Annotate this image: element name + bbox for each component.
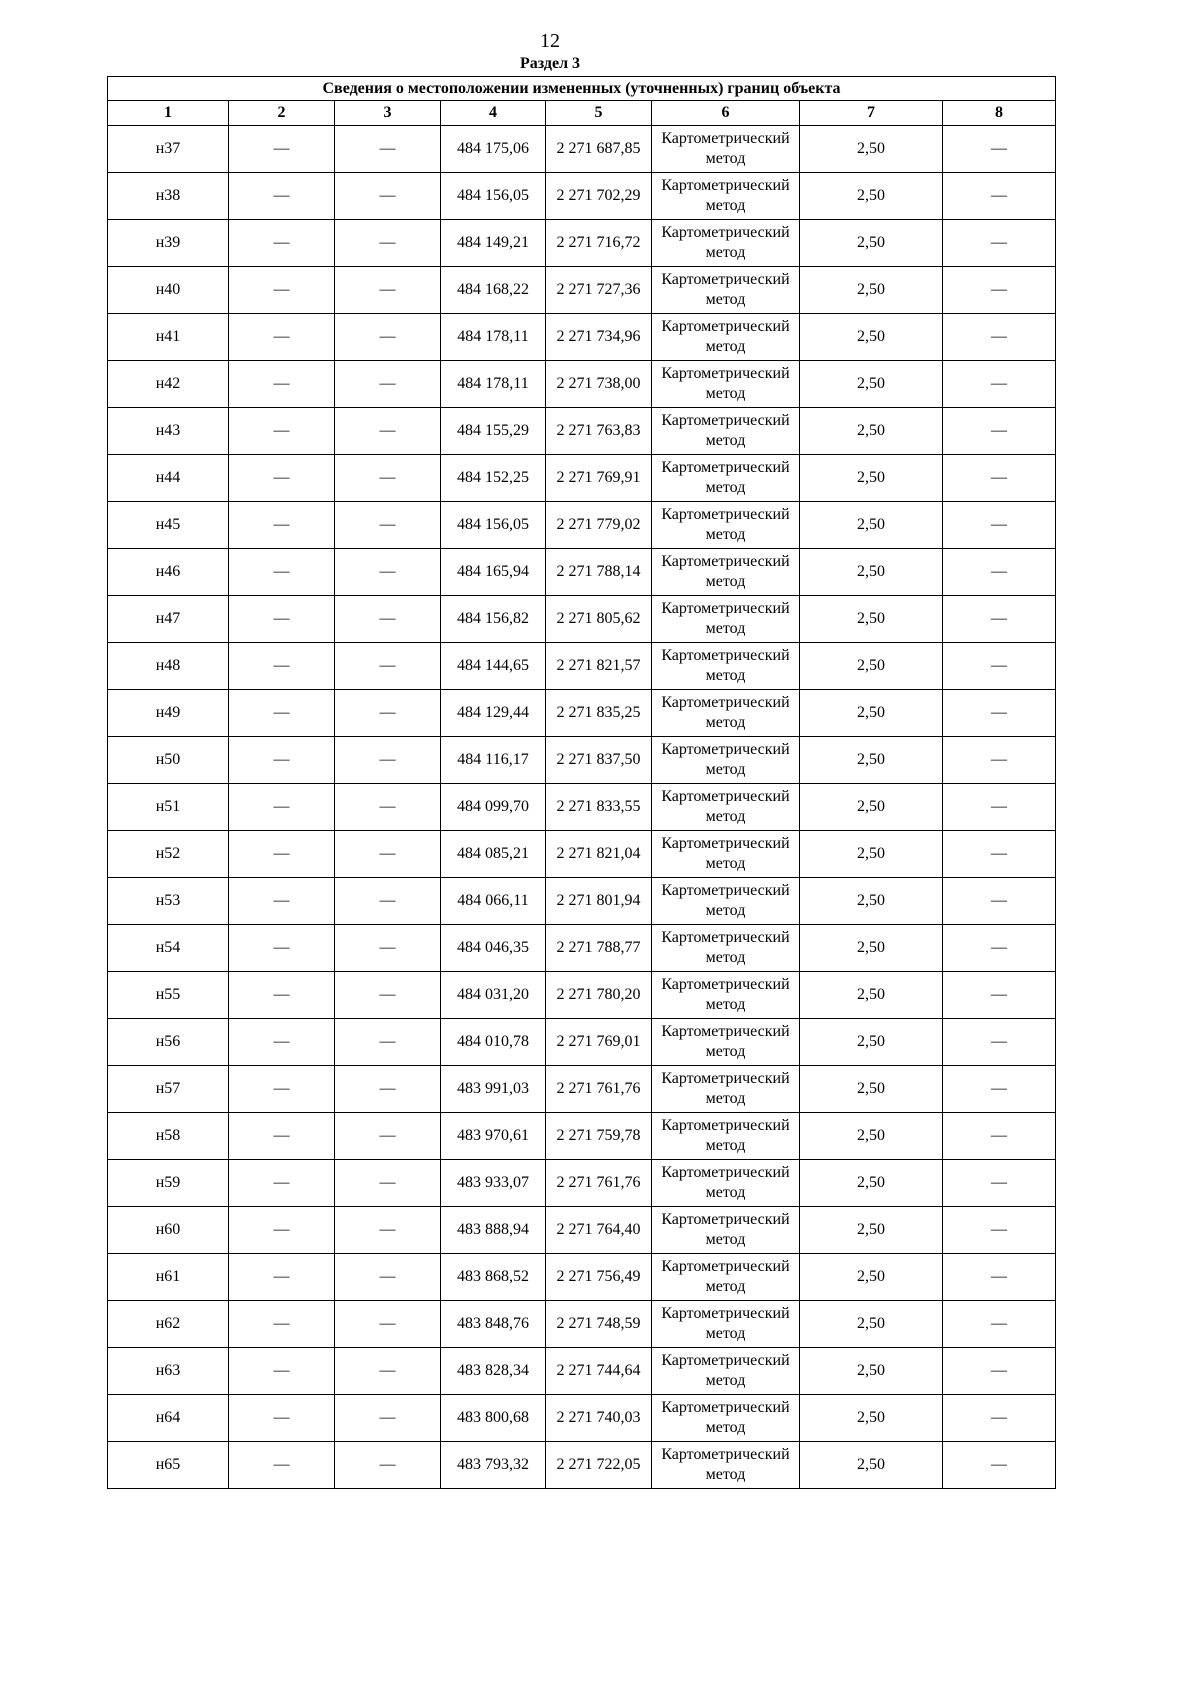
point-cell: н47 bbox=[108, 596, 229, 643]
x-coordinate-cell: 484 031,20 bbox=[441, 972, 546, 1019]
point-cell: н62 bbox=[108, 1301, 229, 1348]
table-caption: Сведения о местоположении измененных (уточненных) границ объекта bbox=[108, 77, 1056, 101]
method-cell: Картометрический метод bbox=[652, 1066, 800, 1113]
column-3-cell: — bbox=[335, 784, 441, 831]
column-8-cell: — bbox=[943, 1207, 1056, 1254]
table-row bbox=[108, 784, 1056, 831]
accuracy-cell: 2,50 bbox=[800, 1019, 943, 1066]
y-coordinate-cell: 2 271 759,78 bbox=[546, 1113, 652, 1160]
point-cell: н42 bbox=[108, 361, 229, 408]
column-number: 4 bbox=[441, 101, 546, 126]
point-cell: н54 bbox=[108, 925, 229, 972]
column-2-cell: — bbox=[229, 549, 335, 596]
table-row bbox=[108, 1066, 1056, 1113]
method-cell: Картометрический метод bbox=[652, 1348, 800, 1395]
x-coordinate-cell: 483 991,03 bbox=[441, 1066, 546, 1113]
method-cell: Картометрический метод bbox=[652, 1207, 800, 1254]
column-2-cell: — bbox=[229, 1066, 335, 1113]
x-coordinate-cell: 483 828,34 bbox=[441, 1348, 546, 1395]
column-8-cell: — bbox=[943, 361, 1056, 408]
x-coordinate-cell: 484 156,05 bbox=[441, 173, 546, 220]
x-coordinate-cell: 484 085,21 bbox=[441, 831, 546, 878]
column-8-cell: — bbox=[943, 925, 1056, 972]
point-cell: н63 bbox=[108, 1348, 229, 1395]
x-coordinate-cell: 484 156,05 bbox=[441, 502, 546, 549]
x-coordinate-cell: 484 168,22 bbox=[441, 267, 546, 314]
y-coordinate-cell: 2 271 801,94 bbox=[546, 878, 652, 925]
column-2-cell: — bbox=[229, 361, 335, 408]
y-coordinate-cell: 2 271 763,83 bbox=[546, 408, 652, 455]
accuracy-cell: 2,50 bbox=[800, 1254, 943, 1301]
x-coordinate-cell: 484 046,35 bbox=[441, 925, 546, 972]
column-8-cell: — bbox=[943, 831, 1056, 878]
y-coordinate-cell: 2 271 833,55 bbox=[546, 784, 652, 831]
y-coordinate-cell: 2 271 764,40 bbox=[546, 1207, 652, 1254]
column-number: 6 bbox=[652, 101, 800, 126]
column-number: 8 bbox=[943, 101, 1056, 126]
point-cell: н64 bbox=[108, 1395, 229, 1442]
column-8-cell: — bbox=[943, 1254, 1056, 1301]
y-coordinate-cell: 2 271 788,14 bbox=[546, 549, 652, 596]
table-row bbox=[108, 549, 1056, 596]
column-2-cell: — bbox=[229, 878, 335, 925]
column-8-cell: — bbox=[943, 173, 1056, 220]
column-3-cell: — bbox=[335, 925, 441, 972]
method-cell: Картометрический метод bbox=[652, 1113, 800, 1160]
accuracy-cell: 2,50 bbox=[800, 314, 943, 361]
y-coordinate-cell: 2 271 727,36 bbox=[546, 267, 652, 314]
point-cell: н43 bbox=[108, 408, 229, 455]
table-row bbox=[108, 455, 1056, 502]
x-coordinate-cell: 483 868,52 bbox=[441, 1254, 546, 1301]
y-coordinate-cell: 2 271 756,49 bbox=[546, 1254, 652, 1301]
method-cell: Картометрический метод bbox=[652, 361, 800, 408]
method-cell: Картометрический метод bbox=[652, 596, 800, 643]
column-3-cell: — bbox=[335, 643, 441, 690]
column-8-cell: — bbox=[943, 1160, 1056, 1207]
column-2-cell: — bbox=[229, 925, 335, 972]
accuracy-cell: 2,50 bbox=[800, 267, 943, 314]
y-coordinate-cell: 2 271 769,91 bbox=[546, 455, 652, 502]
accuracy-cell: 2,50 bbox=[800, 1207, 943, 1254]
point-cell: н49 bbox=[108, 690, 229, 737]
column-2-cell: — bbox=[229, 643, 335, 690]
column-2-cell: — bbox=[229, 1254, 335, 1301]
point-cell: н44 bbox=[108, 455, 229, 502]
column-8-cell: — bbox=[943, 878, 1056, 925]
x-coordinate-cell: 484 010,78 bbox=[441, 1019, 546, 1066]
column-3-cell: — bbox=[335, 1066, 441, 1113]
point-cell: н50 bbox=[108, 737, 229, 784]
column-2-cell: — bbox=[229, 1301, 335, 1348]
y-coordinate-cell: 2 271 780,20 bbox=[546, 972, 652, 1019]
table-row bbox=[108, 1160, 1056, 1207]
column-2-cell: — bbox=[229, 972, 335, 1019]
y-coordinate-cell: 2 271 837,50 bbox=[546, 737, 652, 784]
table-row bbox=[108, 1442, 1056, 1489]
accuracy-cell: 2,50 bbox=[800, 972, 943, 1019]
point-cell: н41 bbox=[108, 314, 229, 361]
column-3-cell: — bbox=[335, 1113, 441, 1160]
table-row bbox=[108, 596, 1056, 643]
accuracy-cell: 2,50 bbox=[800, 1301, 943, 1348]
column-8-cell: — bbox=[943, 1395, 1056, 1442]
table-row bbox=[108, 1395, 1056, 1442]
method-cell: Картометрический метод bbox=[652, 455, 800, 502]
accuracy-cell: 2,50 bbox=[800, 643, 943, 690]
accuracy-cell: 2,50 bbox=[800, 925, 943, 972]
point-cell: н61 bbox=[108, 1254, 229, 1301]
table-row bbox=[108, 878, 1056, 925]
x-coordinate-cell: 484 129,44 bbox=[441, 690, 546, 737]
x-coordinate-cell: 484 156,82 bbox=[441, 596, 546, 643]
y-coordinate-cell: 2 271 722,05 bbox=[546, 1442, 652, 1489]
accuracy-cell: 2,50 bbox=[800, 1395, 943, 1442]
point-cell: н37 bbox=[108, 126, 229, 173]
table-row bbox=[108, 1113, 1056, 1160]
column-2-cell: — bbox=[229, 1395, 335, 1442]
method-cell: Картометрический метод bbox=[652, 1301, 800, 1348]
column-8-cell: — bbox=[943, 1442, 1056, 1489]
y-coordinate-cell: 2 271 748,59 bbox=[546, 1301, 652, 1348]
point-cell: н55 bbox=[108, 972, 229, 1019]
x-coordinate-cell: 483 888,94 bbox=[441, 1207, 546, 1254]
table-row bbox=[108, 1348, 1056, 1395]
column-8-cell: — bbox=[943, 784, 1056, 831]
column-2-cell: — bbox=[229, 1160, 335, 1207]
accuracy-cell: 2,50 bbox=[800, 831, 943, 878]
column-8-cell: — bbox=[943, 220, 1056, 267]
accuracy-cell: 2,50 bbox=[800, 1066, 943, 1113]
y-coordinate-cell: 2 271 779,02 bbox=[546, 502, 652, 549]
accuracy-cell: 2,50 bbox=[800, 173, 943, 220]
column-3-cell: — bbox=[335, 361, 441, 408]
point-cell: н53 bbox=[108, 878, 229, 925]
x-coordinate-cell: 483 848,76 bbox=[441, 1301, 546, 1348]
column-3-cell: — bbox=[335, 267, 441, 314]
method-cell: Картометрический метод bbox=[652, 784, 800, 831]
method-cell: Картометрический метод bbox=[652, 267, 800, 314]
point-cell: н58 bbox=[108, 1113, 229, 1160]
point-cell: н38 bbox=[108, 173, 229, 220]
y-coordinate-cell: 2 271 788,77 bbox=[546, 925, 652, 972]
y-coordinate-cell: 2 271 744,64 bbox=[546, 1348, 652, 1395]
method-cell: Картометрический метод bbox=[652, 1019, 800, 1066]
method-cell: Картометрический метод bbox=[652, 408, 800, 455]
column-3-cell: — bbox=[335, 1160, 441, 1207]
x-coordinate-cell: 484 178,11 bbox=[441, 314, 546, 361]
method-cell: Картометрический метод bbox=[652, 643, 800, 690]
column-3-cell: — bbox=[335, 1348, 441, 1395]
column-2-cell: — bbox=[229, 408, 335, 455]
column-number: 2 bbox=[229, 101, 335, 126]
x-coordinate-cell: 484 116,17 bbox=[441, 737, 546, 784]
table-row bbox=[108, 126, 1056, 173]
table-row bbox=[108, 972, 1056, 1019]
column-3-cell: — bbox=[335, 1207, 441, 1254]
column-8-cell: — bbox=[943, 267, 1056, 314]
x-coordinate-cell: 484 155,29 bbox=[441, 408, 546, 455]
y-coordinate-cell: 2 271 734,96 bbox=[546, 314, 652, 361]
table-row bbox=[108, 1207, 1056, 1254]
column-8-cell: — bbox=[943, 972, 1056, 1019]
point-cell: н57 bbox=[108, 1066, 229, 1113]
column-3-cell: — bbox=[335, 408, 441, 455]
y-coordinate-cell: 2 271 805,62 bbox=[546, 596, 652, 643]
table-row bbox=[108, 690, 1056, 737]
column-8-cell: — bbox=[943, 314, 1056, 361]
point-cell: н45 bbox=[108, 502, 229, 549]
table-row bbox=[108, 173, 1056, 220]
x-coordinate-cell: 483 970,61 bbox=[441, 1113, 546, 1160]
x-coordinate-cell: 484 175,06 bbox=[441, 126, 546, 173]
method-cell: Картометрический метод bbox=[652, 972, 800, 1019]
column-8-cell: — bbox=[943, 502, 1056, 549]
column-3-cell: — bbox=[335, 831, 441, 878]
section-title: Раздел 3 bbox=[519, 55, 581, 72]
column-2-cell: — bbox=[229, 831, 335, 878]
y-coordinate-cell: 2 271 740,03 bbox=[546, 1395, 652, 1442]
column-number: 1 bbox=[108, 101, 229, 126]
column-2-cell: — bbox=[229, 267, 335, 314]
column-3-cell: — bbox=[335, 878, 441, 925]
boundary-coordinates-table bbox=[107, 76, 1056, 1489]
x-coordinate-cell: 483 933,07 bbox=[441, 1160, 546, 1207]
method-cell: Картометрический метод bbox=[652, 690, 800, 737]
column-2-cell: — bbox=[229, 220, 335, 267]
column-3-cell: — bbox=[335, 737, 441, 784]
column-2-cell: — bbox=[229, 1019, 335, 1066]
x-coordinate-cell: 484 099,70 bbox=[441, 784, 546, 831]
y-coordinate-cell: 2 271 821,04 bbox=[546, 831, 652, 878]
point-cell: н48 bbox=[108, 643, 229, 690]
method-cell: Картометрический метод bbox=[652, 925, 800, 972]
table-row bbox=[108, 267, 1056, 314]
x-coordinate-cell: 484 149,21 bbox=[441, 220, 546, 267]
column-8-cell: — bbox=[943, 643, 1056, 690]
column-2-cell: — bbox=[229, 1442, 335, 1489]
column-number: 7 bbox=[800, 101, 943, 126]
x-coordinate-cell: 484 152,25 bbox=[441, 455, 546, 502]
accuracy-cell: 2,50 bbox=[800, 455, 943, 502]
column-8-cell: — bbox=[943, 549, 1056, 596]
column-2-cell: — bbox=[229, 737, 335, 784]
method-cell: Картометрический метод bbox=[652, 173, 800, 220]
method-cell: Картометрический метод bbox=[652, 1395, 800, 1442]
x-coordinate-cell: 484 178,11 bbox=[441, 361, 546, 408]
table-row bbox=[108, 361, 1056, 408]
table-row bbox=[108, 1254, 1056, 1301]
column-8-cell: — bbox=[943, 455, 1056, 502]
method-cell: Картометрический метод bbox=[652, 314, 800, 361]
column-2-cell: — bbox=[229, 784, 335, 831]
column-3-cell: — bbox=[335, 126, 441, 173]
table-row bbox=[108, 643, 1056, 690]
y-coordinate-cell: 2 271 761,76 bbox=[546, 1066, 652, 1113]
column-3-cell: — bbox=[335, 173, 441, 220]
table-row bbox=[108, 831, 1056, 878]
method-cell: Картометрический метод bbox=[652, 502, 800, 549]
point-cell: н56 bbox=[108, 1019, 229, 1066]
x-coordinate-cell: 484 144,65 bbox=[441, 643, 546, 690]
column-8-cell: — bbox=[943, 408, 1056, 455]
column-8-cell: — bbox=[943, 1348, 1056, 1395]
point-cell: н40 bbox=[108, 267, 229, 314]
point-cell: н60 bbox=[108, 1207, 229, 1254]
column-8-cell: — bbox=[943, 690, 1056, 737]
column-3-cell: — bbox=[335, 1019, 441, 1066]
method-cell: Картометрический метод bbox=[652, 220, 800, 267]
y-coordinate-cell: 2 271 821,57 bbox=[546, 643, 652, 690]
accuracy-cell: 2,50 bbox=[800, 1113, 943, 1160]
point-cell: н39 bbox=[108, 220, 229, 267]
column-number: 5 bbox=[546, 101, 652, 126]
accuracy-cell: 2,50 bbox=[800, 126, 943, 173]
x-coordinate-cell: 483 800,68 bbox=[441, 1395, 546, 1442]
column-3-cell: — bbox=[335, 314, 441, 361]
table-row bbox=[108, 314, 1056, 361]
accuracy-cell: 2,50 bbox=[800, 596, 943, 643]
column-3-cell: — bbox=[335, 596, 441, 643]
y-coordinate-cell: 2 271 769,01 bbox=[546, 1019, 652, 1066]
y-coordinate-cell: 2 271 761,76 bbox=[546, 1160, 652, 1207]
y-coordinate-cell: 2 271 687,85 bbox=[546, 126, 652, 173]
accuracy-cell: 2,50 bbox=[800, 220, 943, 267]
method-cell: Картометрический метод bbox=[652, 1254, 800, 1301]
accuracy-cell: 2,50 bbox=[800, 784, 943, 831]
table-row bbox=[108, 408, 1056, 455]
column-3-cell: — bbox=[335, 220, 441, 267]
column-3-cell: — bbox=[335, 972, 441, 1019]
method-cell: Картометрический метод bbox=[652, 1160, 800, 1207]
point-cell: н59 bbox=[108, 1160, 229, 1207]
x-coordinate-cell: 483 793,32 bbox=[441, 1442, 546, 1489]
accuracy-cell: 2,50 bbox=[800, 1348, 943, 1395]
point-cell: н52 bbox=[108, 831, 229, 878]
column-8-cell: — bbox=[943, 1066, 1056, 1113]
column-8-cell: — bbox=[943, 737, 1056, 784]
column-2-cell: — bbox=[229, 596, 335, 643]
table-row bbox=[108, 1301, 1056, 1348]
method-cell: Картометрический метод bbox=[652, 737, 800, 784]
column-8-cell: — bbox=[943, 1301, 1056, 1348]
table-row bbox=[108, 737, 1056, 784]
column-3-cell: — bbox=[335, 502, 441, 549]
column-3-cell: — bbox=[335, 1301, 441, 1348]
method-cell: Картометрический метод bbox=[652, 831, 800, 878]
accuracy-cell: 2,50 bbox=[800, 361, 943, 408]
column-2-cell: — bbox=[229, 1113, 335, 1160]
column-2-cell: — bbox=[229, 690, 335, 737]
column-3-cell: — bbox=[335, 549, 441, 596]
accuracy-cell: 2,50 bbox=[800, 408, 943, 455]
table-body bbox=[108, 126, 1056, 1489]
column-2-cell: — bbox=[229, 1348, 335, 1395]
accuracy-cell: 2,50 bbox=[800, 878, 943, 925]
accuracy-cell: 2,50 bbox=[800, 1160, 943, 1207]
accuracy-cell: 2,50 bbox=[800, 502, 943, 549]
table-row bbox=[108, 502, 1056, 549]
column-3-cell: — bbox=[335, 1442, 441, 1489]
column-2-cell: — bbox=[229, 502, 335, 549]
page-number: 12 bbox=[540, 30, 560, 52]
y-coordinate-cell: 2 271 835,25 bbox=[546, 690, 652, 737]
column-8-cell: — bbox=[943, 596, 1056, 643]
y-coordinate-cell: 2 271 716,72 bbox=[546, 220, 652, 267]
column-3-cell: — bbox=[335, 455, 441, 502]
column-2-cell: — bbox=[229, 455, 335, 502]
column-number-row bbox=[108, 101, 1056, 126]
column-2-cell: — bbox=[229, 126, 335, 173]
column-number: 3 bbox=[335, 101, 441, 126]
point-cell: н51 bbox=[108, 784, 229, 831]
point-cell: н65 bbox=[108, 1442, 229, 1489]
y-coordinate-cell: 2 271 738,00 bbox=[546, 361, 652, 408]
column-2-cell: — bbox=[229, 173, 335, 220]
method-cell: Картометрический метод bbox=[652, 878, 800, 925]
column-3-cell: — bbox=[335, 1254, 441, 1301]
column-2-cell: — bbox=[229, 314, 335, 361]
column-8-cell: — bbox=[943, 126, 1056, 173]
method-cell: Картометрический метод bbox=[652, 126, 800, 173]
accuracy-cell: 2,50 bbox=[800, 549, 943, 596]
y-coordinate-cell: 2 271 702,29 bbox=[546, 173, 652, 220]
table-row bbox=[108, 220, 1056, 267]
x-coordinate-cell: 484 066,11 bbox=[441, 878, 546, 925]
accuracy-cell: 2,50 bbox=[800, 690, 943, 737]
column-8-cell: — bbox=[943, 1113, 1056, 1160]
column-2-cell: — bbox=[229, 1207, 335, 1254]
table-row bbox=[108, 925, 1056, 972]
method-cell: Картометрический метод bbox=[652, 549, 800, 596]
column-8-cell: — bbox=[943, 1019, 1056, 1066]
column-3-cell: — bbox=[335, 690, 441, 737]
x-coordinate-cell: 484 165,94 bbox=[441, 549, 546, 596]
method-cell: Картометрический метод bbox=[652, 1442, 800, 1489]
table-row bbox=[108, 1019, 1056, 1066]
accuracy-cell: 2,50 bbox=[800, 1442, 943, 1489]
column-3-cell: — bbox=[335, 1395, 441, 1442]
accuracy-cell: 2,50 bbox=[800, 737, 943, 784]
point-cell: н46 bbox=[108, 549, 229, 596]
